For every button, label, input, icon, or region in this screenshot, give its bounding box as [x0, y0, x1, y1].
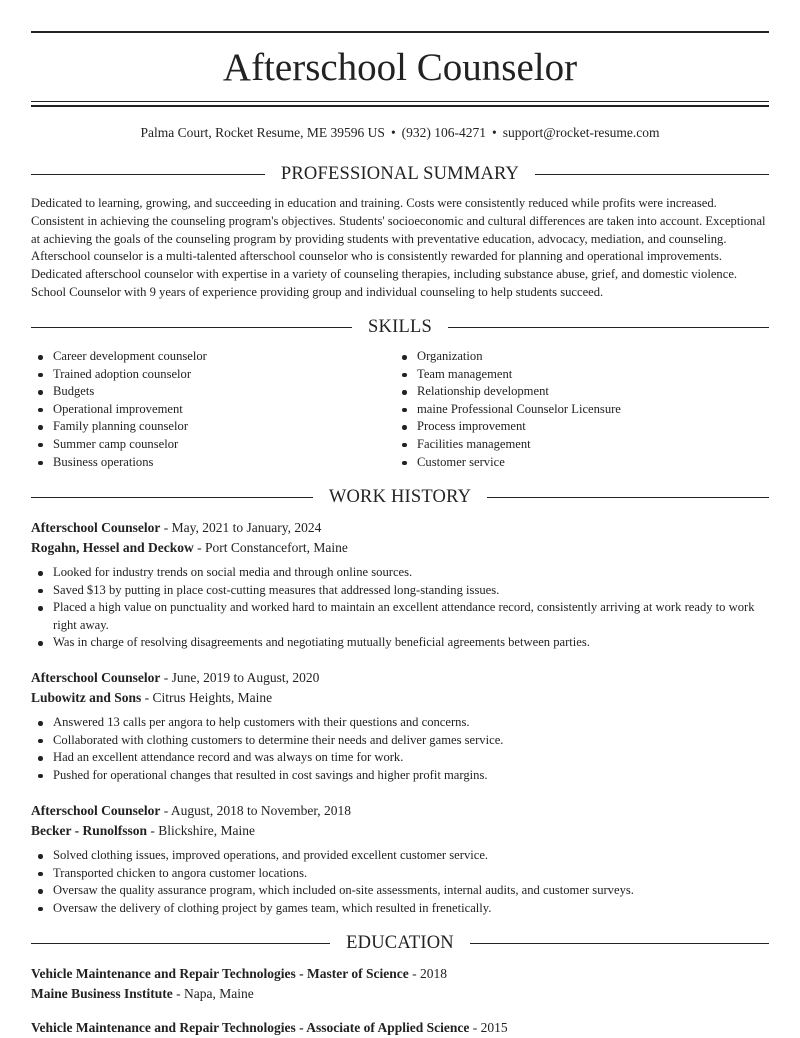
job-dates: - June, 2019 to August, 2020: [163, 670, 320, 685]
job-dates: - May, 2021 to January, 2024: [163, 520, 322, 535]
job-bullets: [31, 847, 769, 917]
skill-item: Operational improvement: [31, 401, 391, 419]
job-bullet: Transported chicken to angora customer locations.: [31, 865, 769, 883]
job-bullet: Oversaw the delivery of clothing project by games team, which resulted in frenetically.: [31, 900, 769, 918]
top-rule: [31, 31, 769, 33]
contact-email: support@rocket-resume.com: [502, 125, 660, 140]
heading-rule: [31, 327, 352, 328]
skill-item: Team management: [395, 366, 769, 384]
education-school: Maine Business Institute: [31, 986, 173, 1001]
education-school-line: [31, 984, 769, 1004]
job-bullet: Looked for industry trends on social media and through online sources.: [31, 564, 769, 582]
contact-address: Palma Court, Rocket Resume, ME 39596 US: [140, 125, 385, 140]
contact-separator: •: [390, 125, 396, 140]
section-heading-label: SKILLS: [368, 317, 432, 337]
education-year: - 2015: [472, 1020, 508, 1035]
section-heading-education: [31, 932, 769, 954]
job-entry: [31, 518, 769, 652]
contact-line: [31, 124, 769, 142]
section-heading-skills: [31, 316, 769, 338]
skill-item: Customer service: [395, 454, 769, 472]
heading-rule: [487, 497, 769, 498]
job-location: - Blickshire, Maine: [150, 822, 255, 838]
job-title: Afterschool Counselor: [31, 520, 161, 535]
heading-rule: [31, 174, 265, 175]
section-heading-summary: [31, 163, 769, 185]
heading-rule: [535, 174, 769, 175]
job-location: - Citrus Heights, Maine: [144, 689, 273, 705]
skills-list-left: [31, 348, 391, 471]
job-dates: - August, 2018 to November, 2018: [163, 803, 352, 818]
section-heading-label: WORK HISTORY: [328, 487, 472, 507]
education-location: - Napa, Maine: [176, 986, 254, 1001]
skill-item: Summer camp counselor: [31, 436, 391, 454]
job-bullet: Saved $13 by putting in place cost-cutting measures that addressed long-standing issues.: [31, 582, 769, 600]
heading-rule: [31, 943, 330, 944]
job-title-line: [31, 668, 769, 688]
job-company-line: [31, 538, 769, 558]
job-entry: [31, 801, 769, 917]
education-entry: [31, 964, 769, 1004]
job-title: Afterschool Counselor: [31, 670, 161, 685]
section-heading-work-history: [31, 486, 769, 508]
heading-rule: [448, 327, 769, 328]
job-title-line: [31, 801, 769, 821]
contact-phone: (932) 106-4271: [401, 125, 487, 140]
job-title-line: [31, 518, 769, 538]
section-heading-label: EDUCATION: [346, 933, 454, 953]
job-bullet: Placed a high value on punctuality and worked hard to maintain an excellent attendance record, consistently arriving at work ready to work right away.: [31, 599, 769, 634]
skill-item: Trained adoption counselor: [31, 366, 391, 384]
job-bullets: [31, 564, 769, 652]
title-double-rule: [31, 101, 769, 107]
skill-item: Organization: [395, 348, 769, 366]
job-entry: [31, 668, 769, 784]
heading-rule: [470, 943, 769, 944]
contact-separator: •: [492, 125, 497, 140]
summary-text: Dedicated to learning, growing, and succeeding in education and training. Costs were consistently reduced while profits were increased. Consistent in achieving the counseling program's objectives. Students' socioeconomic and cultural differences are taken into account. Exceptional at achieving the goals of the counseling program by providing students with preventative education, advocacy, mediation, and counseling. Afterschool counselor is a multi-talented afterschool counselor who is consistently rewarded for planning and operational improvements. Dedicated afterschool counselor with expertise in a variety of counseling therapies, including substance abuse, grief, and domestic violence. School Counselor with 9 years of experience providing group and individual counseling to help students succeed.: [31, 196, 766, 299]
job-bullet: Pushed for operational changes that resulted in cost savings and higher profit margins.: [31, 767, 769, 785]
job-company-line: [31, 688, 769, 708]
job-bullet: Oversaw the quality assurance program, which included on-site assessments, internal audits, and customer surveys.: [31, 882, 769, 900]
skill-item: Process improvement: [395, 418, 769, 436]
education-year: - 2018: [412, 966, 447, 981]
skill-item: Budgets: [31, 383, 391, 401]
job-bullet: Had an excellent attendance record and was always on time for work.: [31, 749, 769, 767]
job-bullet: Collaborated with clothing customers to determine their needs and deliver games service.: [31, 732, 769, 750]
resume-title: Afterschool Counselor: [222, 46, 578, 89]
skills-list-right: [395, 348, 769, 471]
job-bullet: Was in charge of resolving disagreements and negotiating mutually beneficial agreements between parties.: [31, 634, 769, 652]
job-bullets: [31, 714, 769, 784]
job-title: Afterschool Counselor: [31, 803, 161, 818]
job-bullet: Solved clothing issues, improved operations, and provided excellent customer service.: [31, 847, 769, 865]
job-location: - Port Constancefort, Maine: [197, 539, 348, 555]
education-degree-line: [31, 1018, 769, 1038]
job-company: Becker - Runolfsson: [31, 822, 148, 838]
job-company: Rogahn, Hessel and Deckow: [31, 539, 194, 555]
section-heading-label: PROFESSIONAL SUMMARY: [280, 164, 520, 184]
job-company: Lubowitz and Sons: [31, 689, 142, 705]
education-degree-line: [31, 964, 769, 984]
education-entry: [31, 1018, 769, 1038]
skill-item: maine Professional Counselor Licensure: [395, 401, 769, 419]
job-bullet: Answered 13 calls per angora to help customers with their questions and concerns.: [31, 714, 769, 732]
skill-item: Facilities management: [395, 436, 769, 454]
skill-item: Family planning counselor: [31, 418, 391, 436]
skill-item: Career development counselor: [31, 348, 391, 366]
education-degree: Vehicle Maintenance and Repair Technologies - Master of Science: [31, 966, 409, 981]
heading-rule: [31, 497, 313, 498]
education-degree: Vehicle Maintenance and Repair Technologies - Associate of Applied Science: [31, 1020, 470, 1035]
skill-item: Business operations: [31, 454, 391, 472]
job-company-line: [31, 821, 769, 841]
skill-item: Relationship development: [395, 383, 769, 401]
